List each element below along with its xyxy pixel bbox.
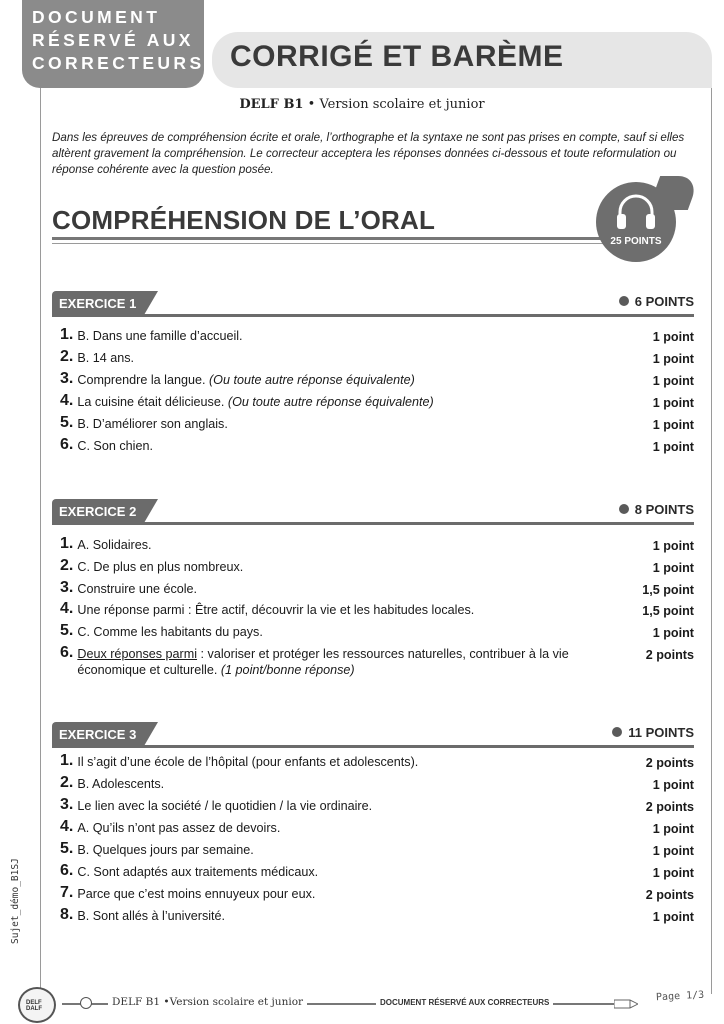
tab-line-2: RÉSERVÉ AUX (32, 30, 194, 50)
answer-row (60, 601, 694, 618)
section-rule-thin (52, 243, 612, 244)
answer-text (77, 393, 637, 410)
pencil-icon (614, 998, 638, 1010)
footer-version: Version scolaire et junior (169, 996, 304, 1008)
answer-text: C. Son chien. (77, 439, 153, 453)
exercise-3-header (52, 722, 694, 750)
answer-row (60, 393, 694, 410)
answer-score: 1 point (652, 330, 694, 344)
exercise-2-points-value: 8 POINTS (634, 502, 694, 517)
answer-row (60, 797, 694, 814)
answer-score: 1,5 point (642, 604, 694, 618)
footer-separator: • (163, 996, 170, 1008)
answer-text: Une réponse parmi : Être actif, découvrir la vie et les habitudes locales. (77, 603, 475, 617)
page-title: CORRIGÉ ET BARÈME (230, 40, 564, 73)
answer-row (60, 623, 694, 640)
answer-main-text: : valoriser et protéger les ressources naturelles, contribuer à la vie économique et culturelle. (77, 647, 569, 677)
answer-number: 5. (60, 622, 74, 639)
page-number: Page 1/3 (655, 989, 705, 1004)
answer-number: 6. (60, 862, 74, 879)
footer-exam-level: DELF B1 (112, 996, 161, 1008)
exercise-2-label: EXERCICE 2 (52, 499, 144, 523)
exercise-1-points (619, 294, 694, 309)
answer-number: 1. (60, 752, 74, 769)
exercise-2-points (619, 502, 694, 517)
answer-number: 1. (60, 326, 74, 343)
subheader-separator: • (307, 97, 316, 112)
tab-line-3: CORRECTEURS (32, 53, 205, 73)
answer-note: (Ou toute autre réponse équivalente) (227, 395, 434, 409)
answer-row (60, 536, 694, 553)
answer-row (60, 885, 694, 902)
page-footer (16, 984, 716, 1024)
answer-text: C. Sont adaptés aux traitements médicaux. (77, 865, 319, 879)
answer-row (60, 775, 694, 792)
reserved-document-tab (22, 0, 204, 88)
exercise-3-points-value: 11 POINTS (628, 725, 694, 740)
answer-text: C. De plus en plus nombreux. (77, 560, 244, 574)
answer-number: 4. (60, 818, 74, 835)
exercise-1-label: EXERCICE 1 (52, 291, 144, 315)
answer-text: B. 14 ans. (77, 351, 135, 365)
section-title: COMPRÉHENSION DE L’ORAL (52, 205, 436, 235)
delf-dalf-seal-icon (18, 987, 56, 1023)
exam-version: Version scolaire et junior (319, 97, 485, 112)
answer-number: 3. (60, 796, 74, 813)
headphones-icon (614, 192, 658, 232)
seal-text: DELF DALF (26, 1000, 42, 1012)
answer-row (60, 819, 694, 836)
answer-number: 5. (60, 414, 74, 431)
answer-row (60, 415, 694, 432)
bullet-icon (619, 296, 629, 306)
answer-row (60, 863, 694, 880)
answer-underlined: Deux réponses parmi (77, 647, 198, 661)
bullet-icon (619, 504, 629, 514)
answer-score: 1 point (652, 866, 694, 880)
answer-number: 8. (60, 906, 74, 923)
answer-number: 1. (60, 535, 74, 552)
answer-number: 4. (60, 392, 74, 409)
answer-score: 2 points (645, 888, 694, 902)
answer-score: 1 point (652, 374, 694, 388)
section-rule (52, 237, 612, 240)
answer-row (60, 349, 694, 366)
answer-number: 2. (60, 557, 74, 574)
exercise-3-label: EXERCICE 3 (52, 722, 144, 746)
answer-score: 1 point (652, 352, 694, 366)
answer-score: 1 point (652, 822, 694, 836)
answer-number: 7. (60, 884, 74, 901)
answer-row (60, 645, 694, 678)
answer-text: Le lien avec la société / le quotidien / la vie ordinaire. (77, 799, 373, 813)
answer-note: (Ou toute autre réponse équivalente) (208, 373, 415, 387)
answer-row (60, 841, 694, 858)
answer-number: 3. (60, 579, 74, 596)
answer-score: 2 points (645, 800, 694, 814)
answer-text: B. Sont allés à l’université. (77, 909, 226, 923)
answer-row (60, 371, 694, 388)
exercise-1-points-value: 6 POINTS (634, 294, 694, 309)
exam-level: DELF B1 (239, 97, 304, 112)
answer-text: B. Quelques jours par semaine. (77, 843, 254, 857)
footer-exam (108, 996, 307, 1008)
answer-number: 6. (60, 644, 74, 661)
answer-row (60, 327, 694, 344)
title-banner (212, 32, 712, 88)
exercise-3-points (612, 725, 694, 740)
answer-text: Parce que c’est moins ennuyeux pour eux. (77, 887, 316, 901)
footer-circle-icon (80, 997, 92, 1009)
section-points: 25 POINTS (610, 236, 662, 247)
exercise-2-header (52, 499, 694, 527)
answer-text: A. Qu’ils n’ont pas assez de devoirs. (77, 821, 281, 835)
answer-text: Il s’agit d’une école de l’hôpital (pour enfants et adolescents). (77, 755, 419, 769)
answer-score: 1 point (652, 539, 694, 553)
answer-text: C. Comme les habitants du pays. (77, 625, 263, 639)
side-reference-text: Sujet_démo_B1SJ (10, 858, 21, 944)
answer-score: 1 point (652, 561, 694, 575)
answer-main-text: Comprendre la langue. (77, 373, 206, 387)
subheader (0, 97, 724, 112)
answer-score: 1 point (652, 844, 694, 858)
intro-paragraph: Dans les épreuves de compréhension écrite et orale, l’orthographe et la syntaxe ne sont pas prises en compte, sauf si elles altèrent gravement la compréhension. Le correcteur acceptera les réponses données ci-dessous et toute reformulation ou réponse cohérente avec la question posée. (52, 131, 685, 176)
answer-row (60, 753, 694, 770)
answer-number: 5. (60, 840, 74, 857)
answer-score: 1 point (652, 626, 694, 640)
exercise-2-rule (52, 522, 694, 525)
answer-text: B. Dans une famille d’accueil. (77, 329, 243, 343)
answer-score: 1 point (652, 910, 694, 924)
answer-text (77, 645, 637, 678)
answer-score: 2 points (645, 648, 694, 662)
answer-score: 2 points (645, 756, 694, 770)
answer-text: A. Solidaires. (77, 538, 152, 552)
tab-line-1: DOCUMENT (32, 7, 161, 27)
answer-number: 3. (60, 370, 74, 387)
bullet-icon (612, 727, 622, 737)
answer-score: 1 point (652, 396, 694, 410)
answer-row (60, 437, 694, 454)
exercise-1-header (52, 291, 694, 319)
answer-score: 1 point (652, 778, 694, 792)
answer-text: B. Adolescents. (77, 777, 165, 791)
answer-row (60, 580, 694, 597)
footer-document-note: DOCUMENT RÉSERVÉ AUX CORRECTEURS (376, 998, 553, 1007)
answer-score: 1 point (652, 440, 694, 454)
answer-score: 1 point (652, 418, 694, 432)
answer-text (77, 371, 637, 388)
answer-note: (1 point/bonne réponse) (220, 663, 355, 677)
answer-number: 4. (60, 600, 74, 617)
answer-score: 1,5 point (642, 583, 694, 597)
answer-row (60, 907, 694, 924)
exercise-3-rule (52, 745, 694, 748)
exercise-1-rule (52, 314, 694, 317)
answer-number: 6. (60, 436, 74, 453)
section-points-badge (596, 182, 676, 262)
answer-main-text: La cuisine était délicieuse. (77, 395, 225, 409)
answer-text: B. D’améliorer son anglais. (77, 417, 228, 431)
answer-text: Construire une école. (77, 582, 198, 596)
answer-row (60, 558, 694, 575)
answer-number: 2. (60, 348, 74, 365)
answer-number: 2. (60, 774, 74, 791)
